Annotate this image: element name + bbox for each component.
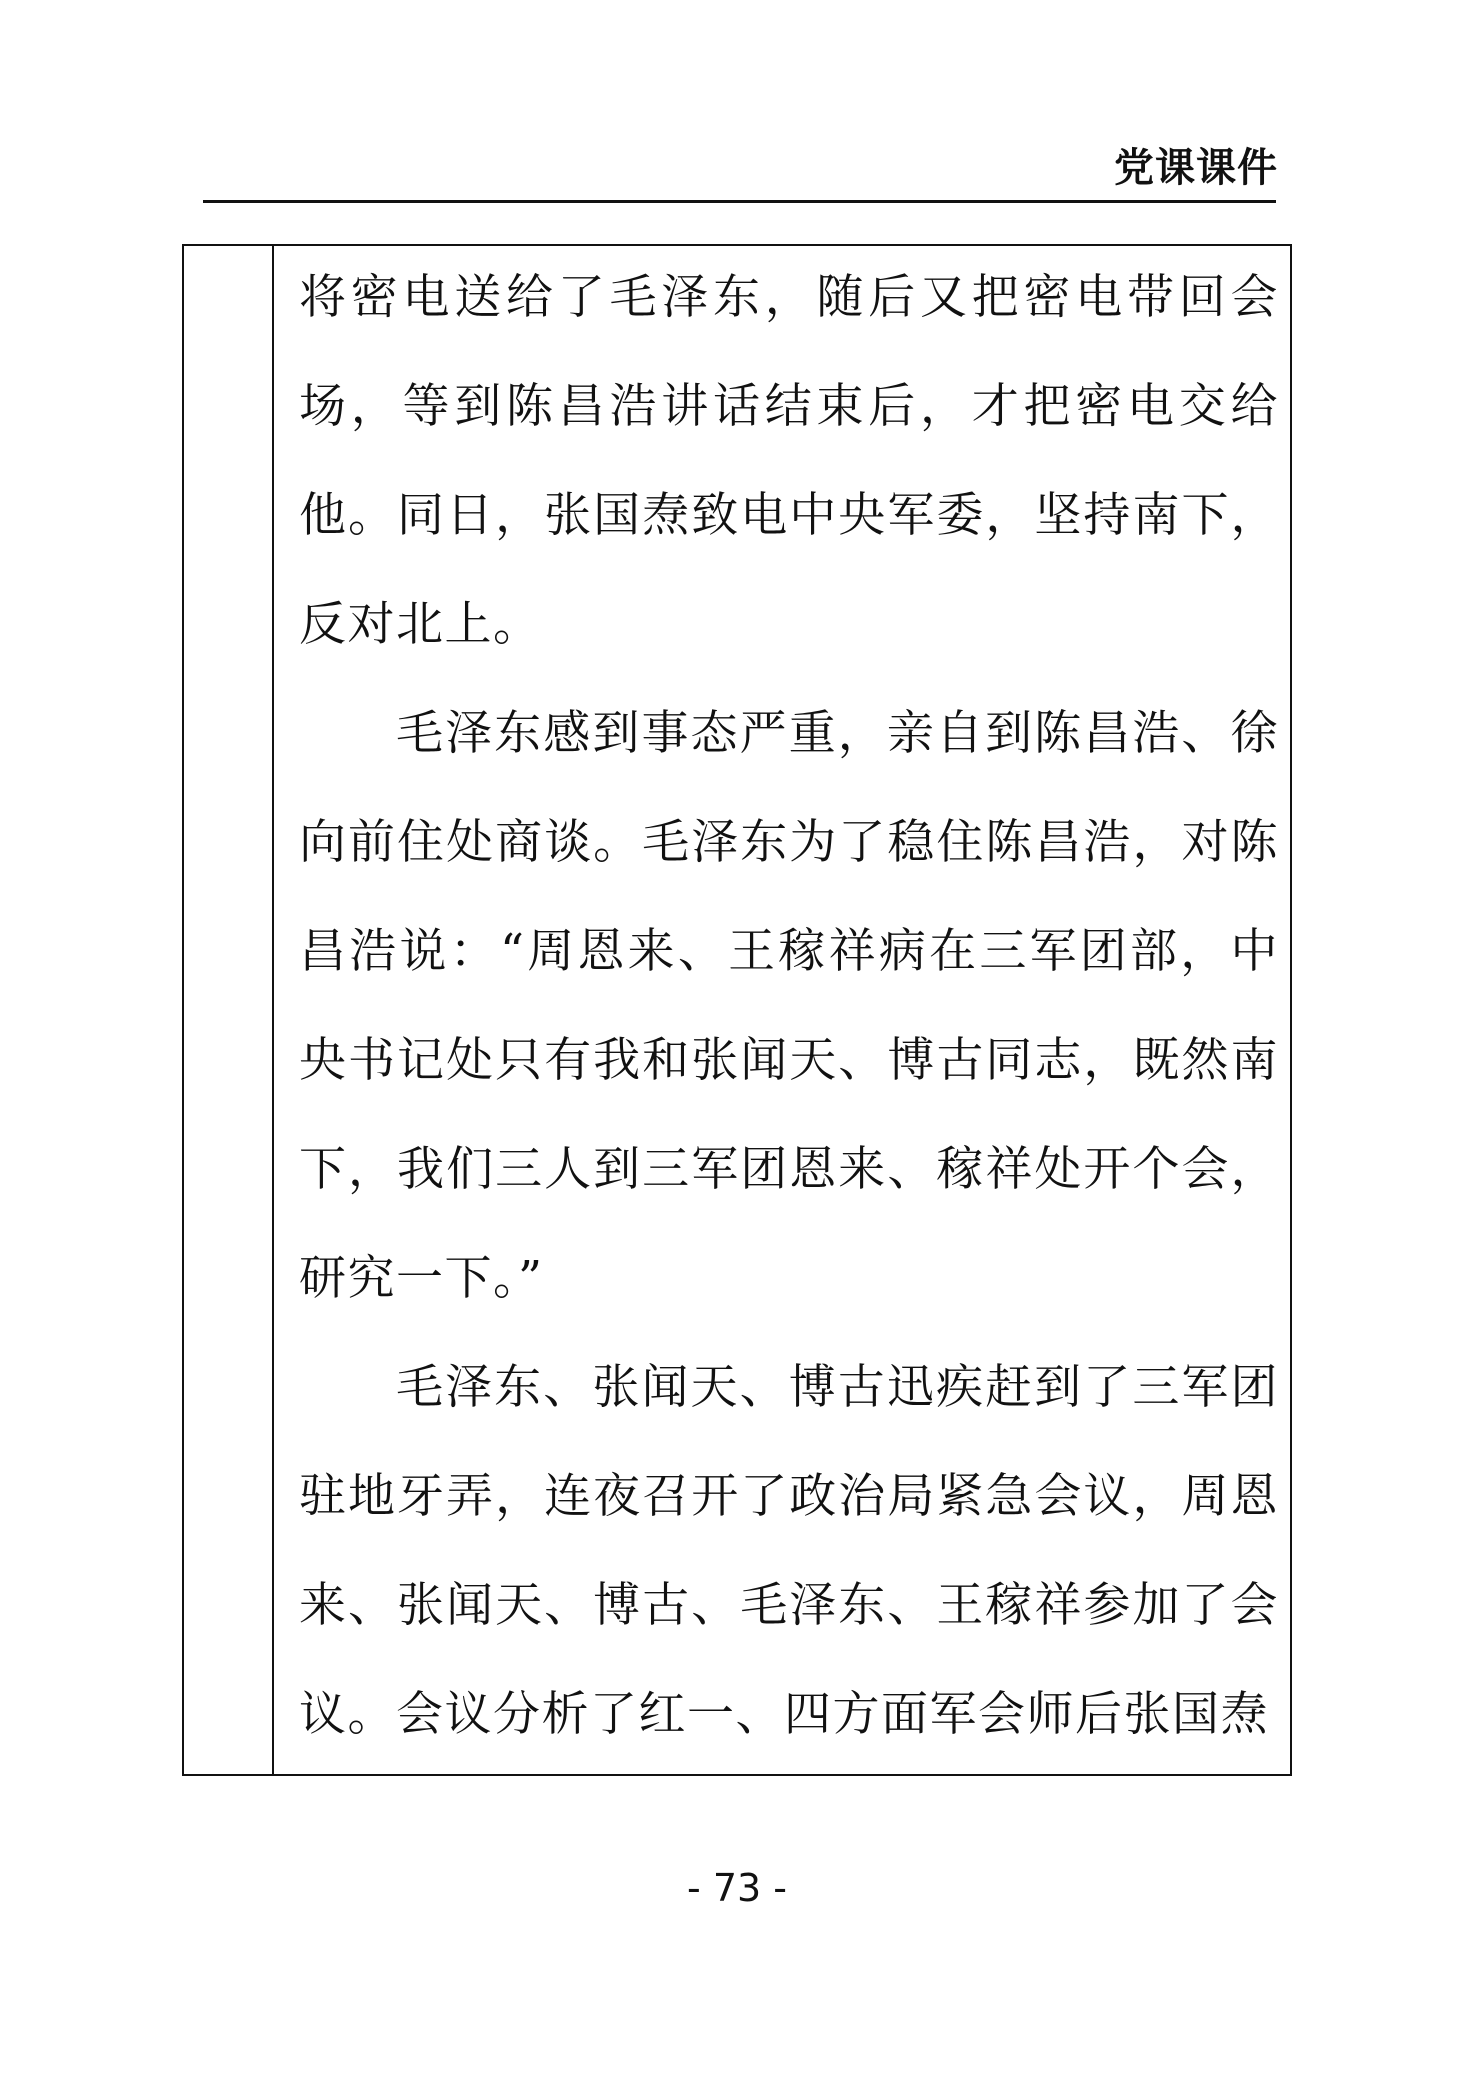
paragraph-2: 毛泽东感到事态严重，亲自到陈昌浩、徐向前住处商谈。毛泽东为了稳住陈昌浩，对陈昌浩说：“周恩来、王稼祥病在三军团部，中央书记处只有我和张闻天、博古同志，既然南下，我们三人到三军团恩来、稼祥处开个会，研究一下。” — [299, 706, 1279, 1306]
paragraph-1: 将密电送给了毛泽东，随后又把密电带回会场，等到陈昌浩讲话结束后，才把密电交给他。同日，张国焘致电中央军委，坚持南下，反对北上。 — [299, 270, 1279, 652]
header-rule — [203, 200, 1276, 203]
table-left-column — [184, 246, 274, 1774]
table-frame — [182, 244, 1292, 1776]
page-header-title: 党课课件 — [1114, 145, 1278, 191]
page-number: - 73 - — [687, 1866, 787, 1910]
table-content-cell — [299, 246, 1279, 1774]
paragraph-3: 毛泽东、张闻天、博古迅疾赶到了三军团驻地牙弄，连夜召开了政治局紧急会议，周恩来、张闻天、博古、毛泽东、王稼祥参加了会议。会议分析了红一、四方面军会师后张国焘 — [299, 1360, 1279, 1742]
